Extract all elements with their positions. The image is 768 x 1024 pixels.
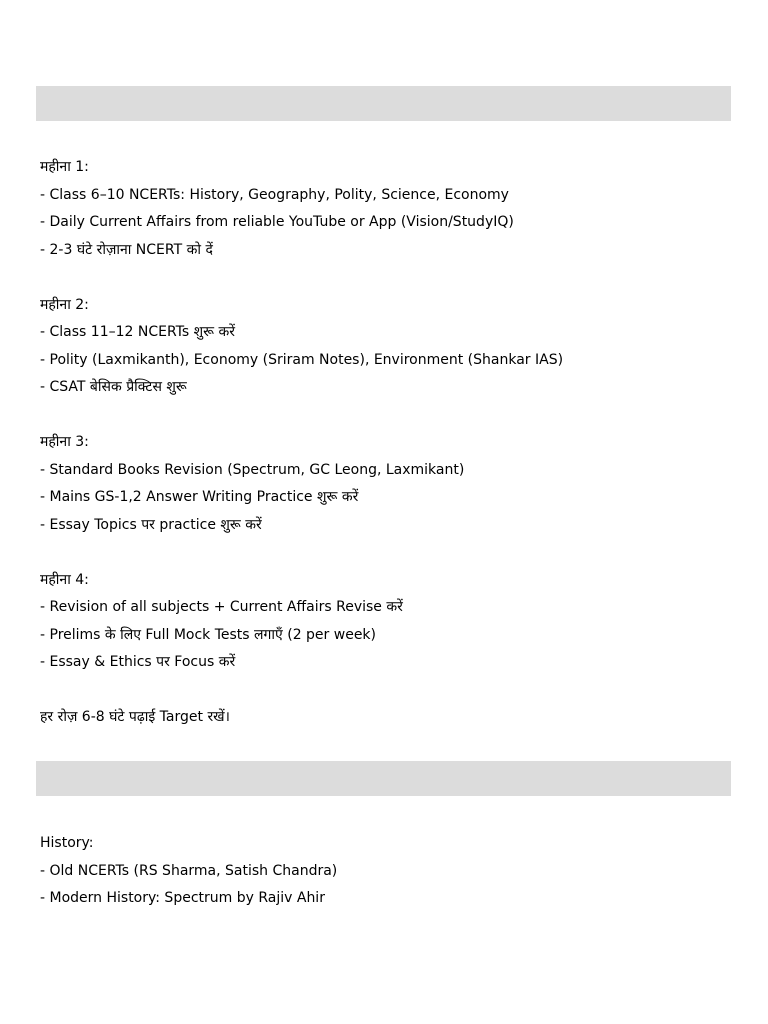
book-list [40,830,748,913]
month-4-item: - Prelims के लिए Full Mock Tests लगाएँ (2 per week) [40,626,376,643]
month-1-item: - 2-3 घंटे रोज़ाना NCERT को दें [40,241,213,258]
month-3-heading: महीना 3: [40,434,89,450]
daily-target-note: हर रोज़ 6-8 घंटे पढ़ाई Target रखें। [40,709,230,725]
section-header-bar [36,86,731,121]
month-2-item: - Polity (Laxmikanth), Economy (Sriram Notes), Environment (Shankar IAS) [40,351,564,368]
month-4-item: - Essay & Ethics पर Focus करें [40,654,236,670]
month-4-item: - Revision of all subjects + Current Affairs Revise करें [40,599,403,615]
month-3-item: - Mains GS-1,2 Answer Writing Practice शुरू करें [40,489,359,505]
section-header-bar [36,761,731,796]
month-4-heading: महीना 4: [40,571,89,588]
history-item: - Old NCERTs (RS Sharma, Satish Chandra) [40,862,338,879]
month-2-item: - Class 11–12 NCERTs शुरू करें [40,324,235,340]
spacer [40,264,748,292]
spacer [40,402,748,430]
month-1-item: - Class 6–10 NCERTs: History, Geography, Polity, Science, Economy [40,186,509,203]
month-1-item: - Daily Current Affairs from reliable YouTube or App (Vision/StudyIQ) [40,214,514,230]
month-3-item: - Essay Topics पर practice शुरू करें [40,516,262,533]
month-2-heading: महीना 2: [40,296,89,313]
history-heading: History: [40,835,94,851]
month-1-heading: महीना 1: [40,159,89,175]
month-3-item: - Standard Books Revision (Spectrum, GC Leong, Laxmikant) [40,461,465,478]
spacer [40,539,748,567]
month-2-item: - CSAT बेसिक प्रैक्टिस शुरू [40,379,187,395]
spacer [40,677,748,705]
history-item: - Modern History: Spectrum by Rajiv Ahir [40,890,325,906]
study-plan [40,154,748,732]
